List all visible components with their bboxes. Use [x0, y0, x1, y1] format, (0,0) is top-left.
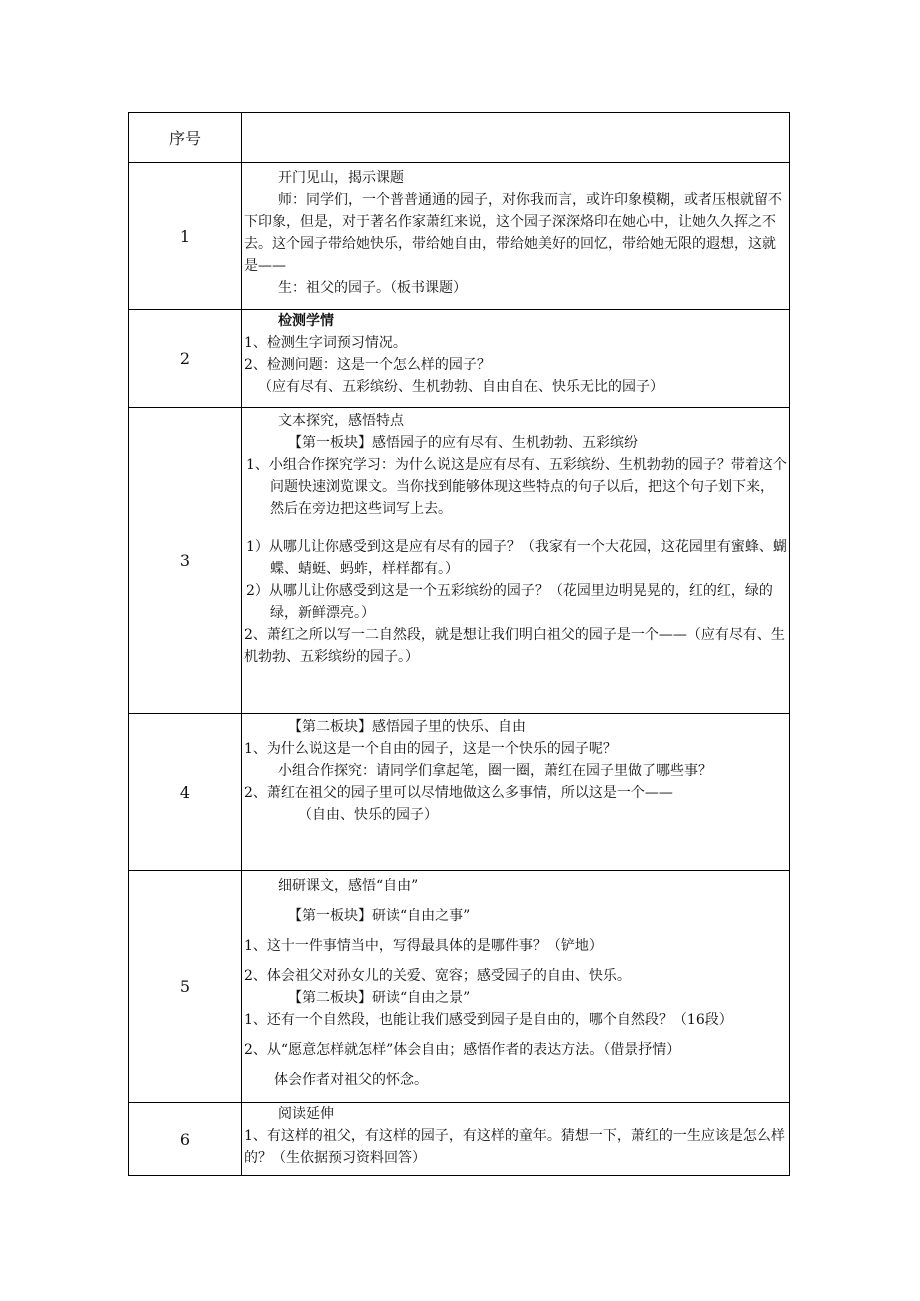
row-content: [242, 1103, 790, 1176]
table-row: [129, 1103, 790, 1176]
header-seq: 序号: [129, 113, 242, 163]
section-title: 文本探究，感悟特点: [278, 413, 404, 429]
text-line: 2、萧红在祖父的园子里可以尽情地做这么多事情，所以这是一个——: [244, 785, 673, 801]
table-row: [129, 714, 790, 871]
section-title: 阅读延伸: [278, 1106, 334, 1122]
text-line: 体会作者对祖父的怀念。: [274, 1072, 428, 1088]
text-line: 生：祖父的园子。（板书课题）: [278, 280, 467, 296]
section-title: 细研课文，感悟“自由”: [278, 878, 419, 894]
block-title: 【第一板块】感悟园子的应有尽有、生机勃勃、五彩缤纷: [288, 435, 638, 451]
header-row: [129, 113, 790, 163]
row-content: [242, 714, 790, 871]
lesson-table: [128, 112, 790, 1175]
row-number: 4: [129, 714, 242, 871]
text-line: （自由、快乐的园子）: [298, 807, 438, 823]
text-line: 小组合作探究：请同学们拿起笔，圈一圈，萧红在园子里做了哪些事？: [278, 763, 712, 779]
row-content: [242, 871, 790, 1103]
table-row: [129, 310, 790, 408]
text-line: 1、还有一个自然段，也能让我们感受到园子是自由的，哪个自然段？（16段）: [244, 1012, 733, 1028]
table-row: [129, 408, 790, 714]
text-line: 1）从哪儿让你感受到这是应有尽有的园子？（我家有一个大花园，这花园里有蜜蜂、蝴蝶、蜻蜓、蚂蚱，样样都有。）: [246, 539, 787, 577]
row-number: 2: [129, 310, 242, 408]
text-line: 1、为什么说这是一个自由的园子，这是一个快乐的园子呢？: [244, 741, 617, 757]
text-line: 师：同学们，一个普普通通的园子，对你我而言，或许印象模糊，或者压根就留不下印象，但是，对于著名作家萧红来说，这个园子深深烙印在她心中，让她久久挥之不去。这个园子带给她快乐，带给她自由，带给她美好的回忆，带给她无限的遐想，这就是——: [244, 192, 782, 274]
header-content: [242, 113, 790, 163]
row-number: 6: [129, 1103, 242, 1176]
block-title: 【第二板块】感悟园子里的快乐、自由: [288, 719, 526, 735]
text-line: 2）从哪儿让你感受到这是一个五彩缤纷的园子？（花园里边明晃晃的，红的红，绿的绿，新鲜漂亮。）: [246, 583, 773, 621]
row-content: [242, 163, 790, 310]
text-line: 2、检测问题：这是一个怎么样的园子？: [244, 357, 491, 373]
text-line: 2、萧红之所以写一二自然段，就是想让我们明白祖父的园子是一个——（应有尽有、生机勃勃、五彩缤纷的园子。）: [244, 627, 785, 665]
row-number: 5: [129, 871, 242, 1103]
table-row: [129, 163, 790, 310]
text-line: 1、有这样的祖父，有这样的园子，有这样的童年。猜想一下，萧红的一生应该是怎么样的？（生依据预习资料回答）: [244, 1128, 785, 1166]
block-title: 【第二板块】研读“自由之景”: [288, 990, 471, 1006]
row-content: [242, 408, 790, 714]
text-line: （应有尽有、五彩缤纷、生机勃勃、自由自在、快乐无比的园子）: [258, 379, 664, 395]
table-row: [129, 871, 790, 1103]
section-title: 检测学情: [278, 313, 334, 329]
text-line: 2、体会祖父对孙女儿的关爱、宽容；感受园子的自由、快乐。: [244, 968, 631, 984]
row-number: 3: [129, 408, 242, 714]
section-title: 开门见山，揭示课题: [278, 170, 404, 186]
row-content: [242, 310, 790, 408]
text-line: 1、这十一件事情当中，写得最具体的是哪件事？（铲地）: [244, 938, 603, 954]
block-title: 【第一板块】研读“自由之事”: [288, 908, 471, 924]
row-number: 1: [129, 163, 242, 310]
text-line: 1、检测生字词预习情况。: [244, 335, 407, 351]
text-line: 2、从“愿意怎样就怎样”体会自由；感悟作者的表达方法。（借景抒情）: [244, 1042, 681, 1058]
text-line: 1、小组合作探究学习：为什么说这是应有尽有、五彩缤纷、生机勃勃的园子？带着这个问题快速浏览课文。当你找到能够体现这些特点的句子以后，把这个句子划下来，然后在旁边把这些词写上去。: [246, 457, 787, 517]
